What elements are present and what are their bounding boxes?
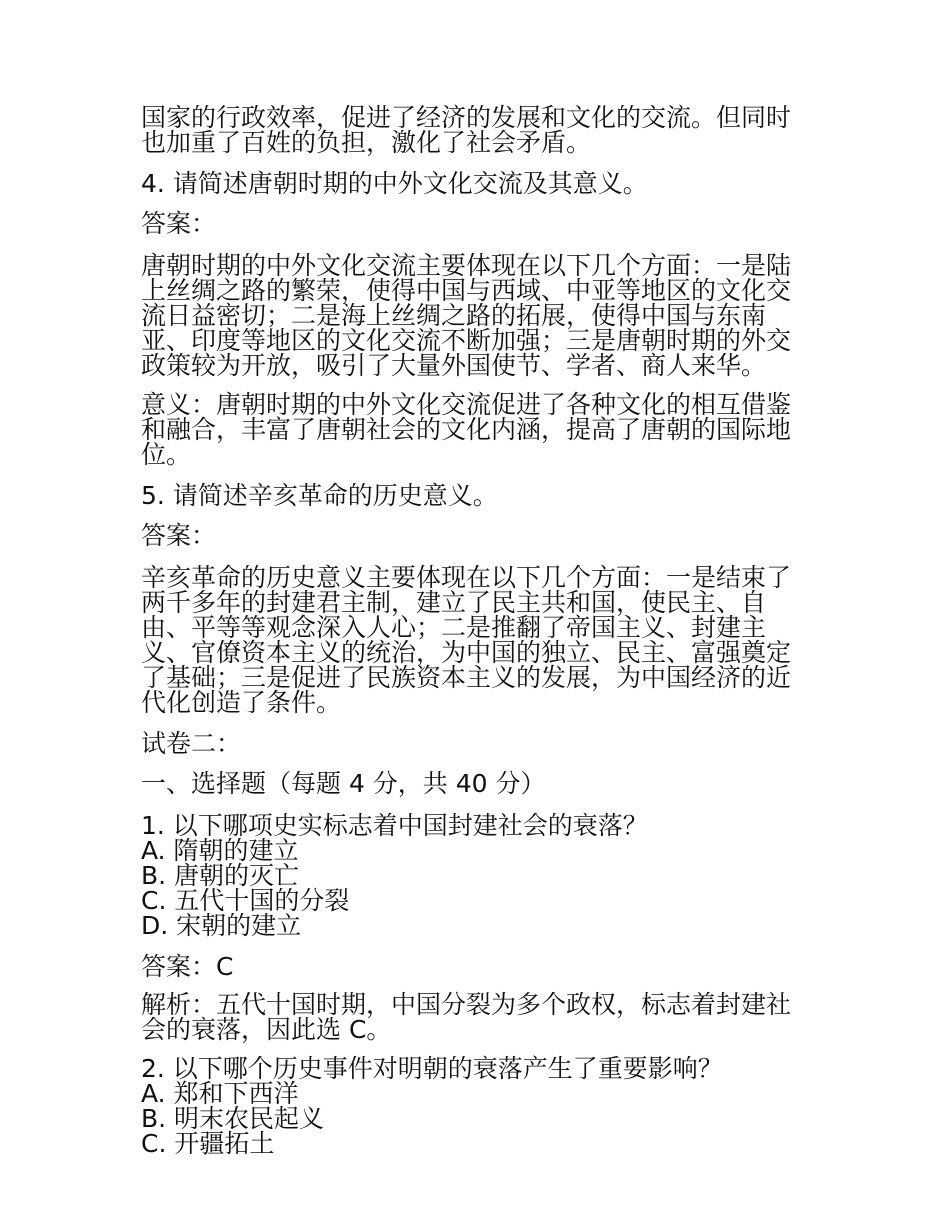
mc2-option-a: A. 郑和下西洋: [141, 1079, 299, 1108]
continued-paragraph: 国家的行政效率，促进了经济的发展和文化的交流。但同时也加重了百姓的负担，激化了社会矛盾。: [141, 103, 792, 157]
mc1-analysis: 解析：五代十国时期，中国分裂为多个政权，标志着封建社会的衰落，因此选 C。: [141, 990, 792, 1044]
mc1-answer: 答案：C: [141, 952, 234, 981]
answer-label-4: 答案：: [141, 209, 217, 238]
mc1-option-c: C. 五代十国的分裂: [141, 886, 350, 915]
mc1-option-d: D. 宋朝的建立: [141, 911, 302, 940]
paper-two-heading: 试卷二：: [141, 729, 242, 758]
answer-5-body: 辛亥革命的历史意义主要体现在以下几个方面：一是结束了两千多年的封建君主制，建立了民主共和国，使民主、自由、平等等观念深入人心；二是推翻了帝国主义、封建主义、官僚资本主义的统治，为中国的独立、民主、富强奠定了基础；三是促进了民族资本主义的发展，为中国经济的近代化创造了条件。: [141, 563, 792, 717]
mc2-option-b: B. 明末农民起义: [141, 1104, 325, 1133]
document-page: [141, 105, 813, 1156]
answer-label-5: 答案：: [141, 521, 217, 550]
question-4: 4. 请简述唐朝时期的中外文化交流及其意义。: [141, 169, 648, 198]
answer-4-meaning: 意义：唐朝时期的中外文化交流促进了各种文化的相互借鉴和融合，丰富了唐朝社会的文化内涵，提高了唐朝的国际地位。: [141, 390, 792, 469]
section-heading: 一、选择题（每题 4 分，共 40 分）: [141, 769, 546, 798]
mc2-option-c: C. 开疆拓土: [141, 1129, 275, 1158]
mc2-question: 2. 以下哪个历史事件对明朝的衰落产生了重要影响？: [141, 1054, 723, 1083]
mc1-option-b: B. 唐朝的灭亡: [141, 861, 300, 890]
mc1-option-a: A. 隋朝的建立: [141, 836, 299, 865]
answer-4-body: 唐朝时期的中外文化交流主要体现在以下几个方面：一是陆上丝绸之路的繁荣，使得中国与西域、中亚等地区的文化交流日益密切；二是海上丝绸之路的拓展，使得中国与东南亚、印度等地区的文化交流不断加强；三是唐朝时期的外交政策较为开放，吸引了大量外国使节、学者、商人来华。: [141, 251, 792, 380]
question-5: 5. 请简述辛亥革命的历史意义。: [141, 481, 498, 510]
mc1-question: 1. 以下哪项史实标志着中国封建社会的衰落？: [141, 811, 648, 840]
